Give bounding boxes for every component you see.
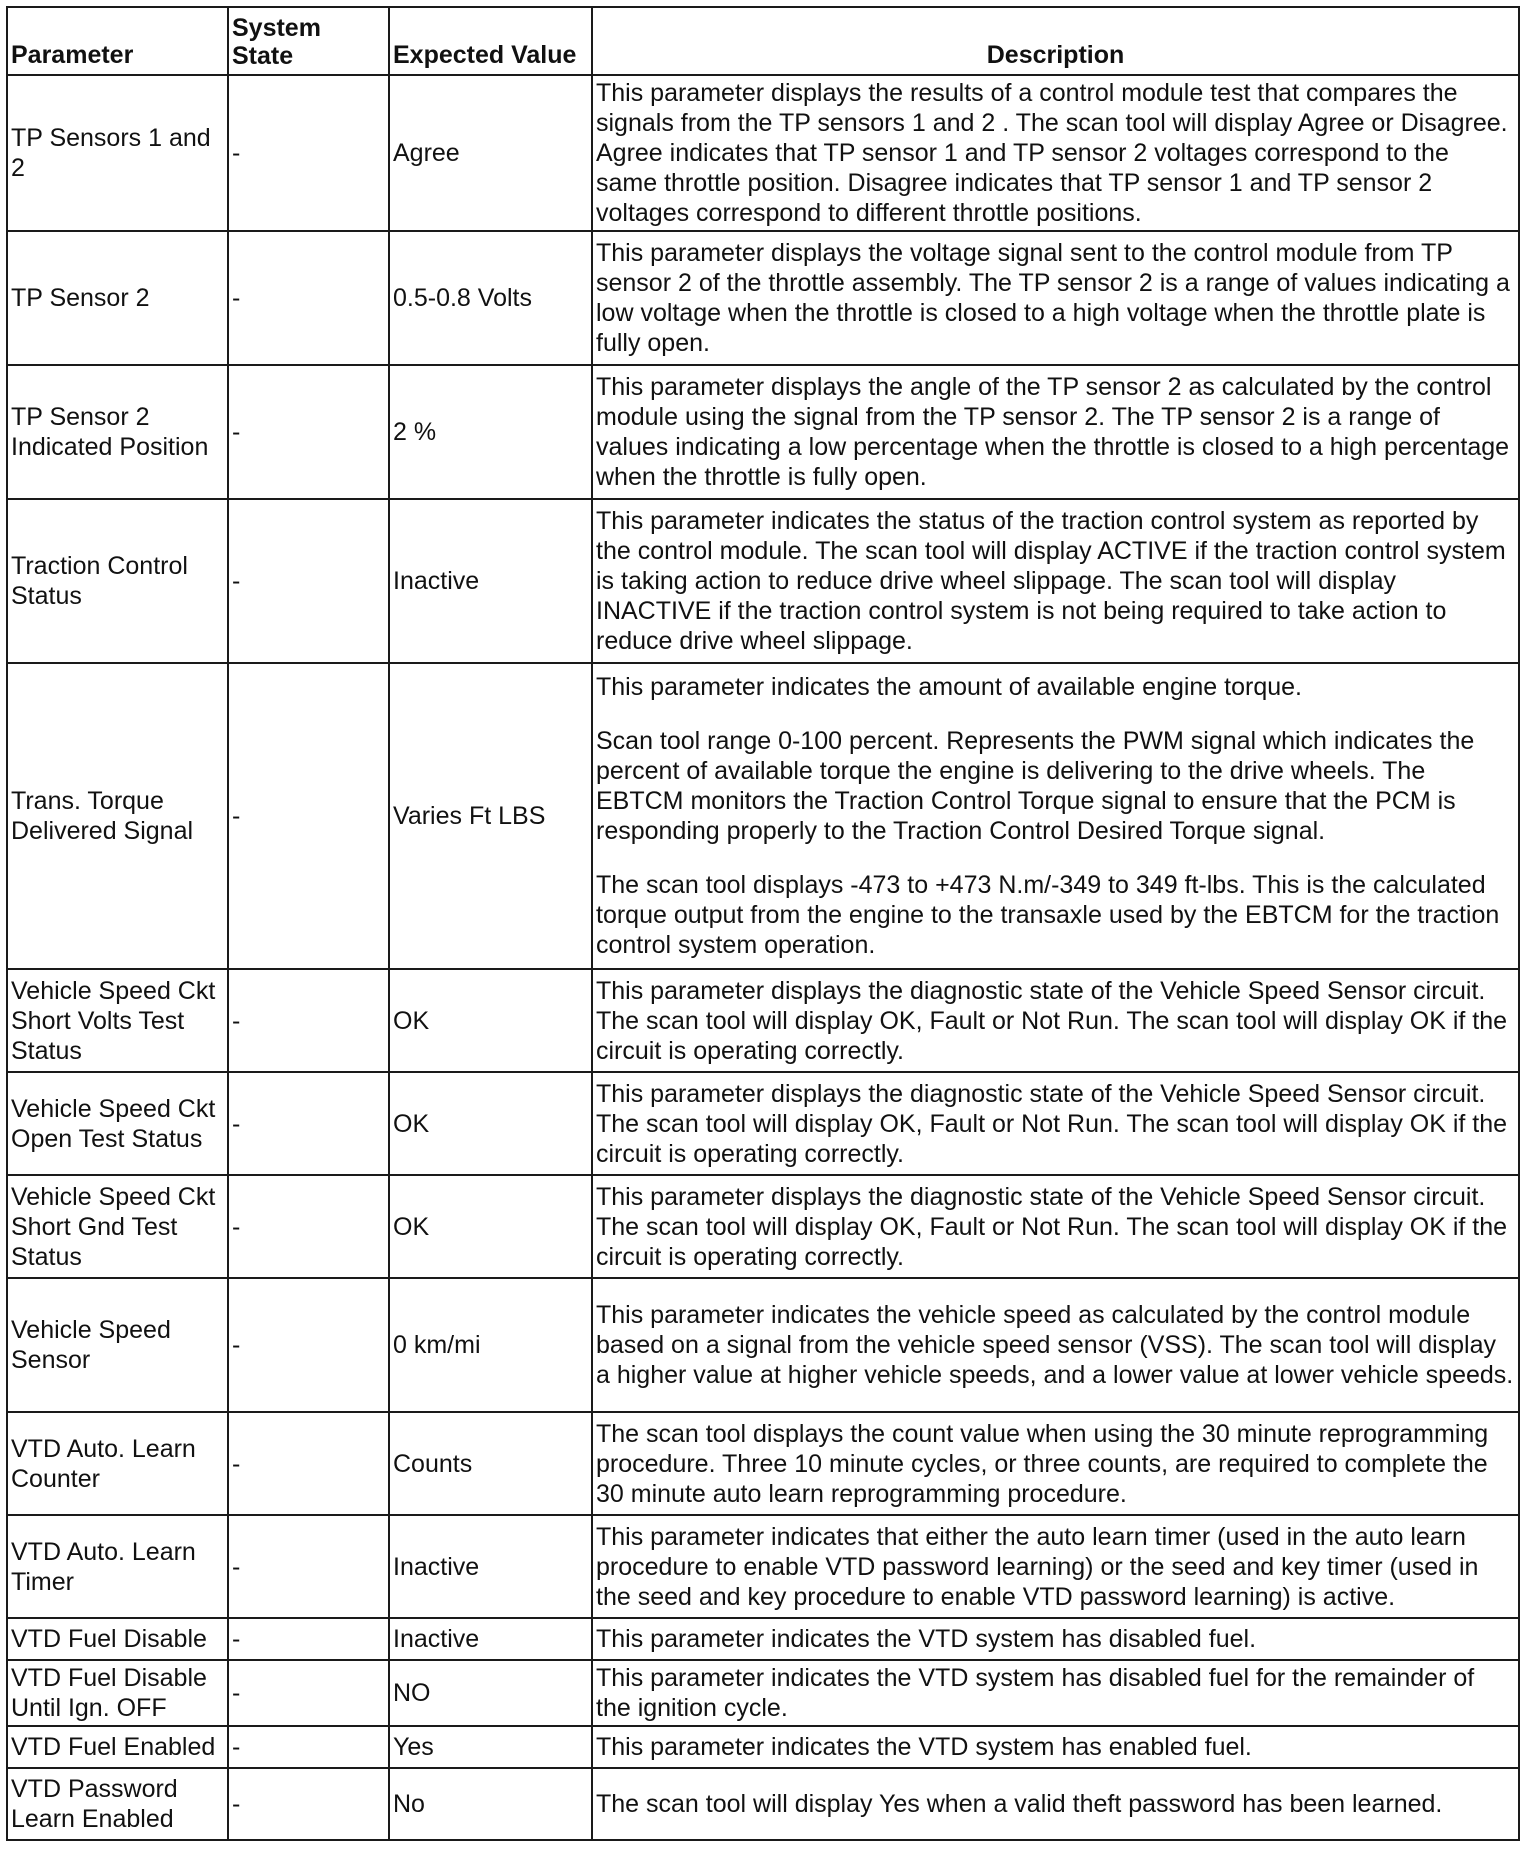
system-state-cell: -	[228, 231, 389, 365]
description-paragraph: This parameter displays the voltage signal sent to the control module from TP sensor 2 of the throttle assembly. The TP sensor 2 is a range of values indicating a low voltage when the throttle is closed to a high voltage when the throttle plate is fully open.	[596, 239, 1510, 357]
system-state-cell: -	[228, 75, 389, 231]
table-row	[7, 1278, 1519, 1412]
expected-value-cell: Counts	[389, 1412, 592, 1515]
description-paragraph: This parameter indicates that either the auto learn timer (used in the auto learn procedure to enable VTD password learning) or the seed and key timer (used in the seed and key procedure to enable VTD password learning) is active.	[596, 1522, 1479, 1611]
description-paragraph: This parameter indicates the VTD system has enabled fuel.	[596, 1733, 1252, 1761]
parameter-cell: TP Sensor 2 Indicated Position	[7, 365, 228, 499]
parameter-cell: VTD Fuel Disable Until Ign. OFF	[7, 1660, 228, 1726]
header-system-state: System State	[228, 7, 389, 75]
expected-value-cell: Yes	[389, 1726, 592, 1768]
description-cell	[592, 499, 1519, 663]
expected-value-cell: OK	[389, 1175, 592, 1278]
table-row	[7, 1660, 1519, 1726]
table-body	[7, 75, 1519, 1840]
expected-value-cell: Inactive	[389, 1618, 592, 1660]
parameter-cell: Trans. Torque Delivered Signal	[7, 663, 228, 969]
expected-value-cell: Varies Ft LBS	[389, 663, 592, 969]
description-paragraph: This parameter displays the diagnostic state of the Vehicle Speed Sensor circuit. The scan tool will display OK, Fault or Not Run. The scan tool will display OK if the circuit is operating correctly.	[596, 976, 1508, 1065]
system-state-cell: -	[228, 1515, 389, 1618]
expected-value-cell: OK	[389, 1072, 592, 1175]
expected-value-cell: OK	[389, 969, 592, 1072]
description-cell	[592, 1768, 1519, 1840]
description-cell	[592, 663, 1519, 969]
system-state-cell: -	[228, 1768, 389, 1840]
parameter-cell: VTD Auto. Learn Timer	[7, 1515, 228, 1618]
header-expected-value: Expected Value	[389, 7, 592, 75]
description-cell	[592, 1618, 1519, 1660]
description-paragraph: This parameter displays the angle of the TP sensor 2 as calculated by the control module using the signal from the TP sensor 2. The TP sensor 2 is a range of values indicating a low percentage when the throttle is closed to a high percentage when the throttle is fully open.	[596, 373, 1510, 491]
description-paragraph: This parameter indicates the amount of available engine torque.	[596, 673, 1302, 701]
description-cell	[592, 1278, 1519, 1412]
table-row	[7, 1412, 1519, 1515]
parameter-cell: VTD Fuel Enabled	[7, 1726, 228, 1768]
description-paragraph: This parameter indicates the VTD system has disabled fuel.	[596, 1625, 1257, 1653]
header-description: Description	[592, 7, 1519, 75]
system-state-cell: -	[228, 365, 389, 499]
description-cell	[592, 969, 1519, 1072]
table-row	[7, 969, 1519, 1072]
parameter-cell: Vehicle Speed Ckt Open Test Status	[7, 1072, 228, 1175]
system-state-cell: -	[228, 1278, 389, 1412]
system-state-cell: -	[228, 663, 389, 969]
table-row	[7, 663, 1519, 969]
table-row	[7, 1768, 1519, 1840]
parameter-cell: Vehicle Speed Ckt Short Volts Test Status	[7, 969, 228, 1072]
header-parameter: Parameter	[7, 7, 228, 75]
description-paragraph: The scan tool will display Yes when a valid theft password has been learned.	[596, 1790, 1443, 1818]
expected-value-cell: 2 %	[389, 365, 592, 499]
table-row	[7, 365, 1519, 499]
parameter-table	[6, 6, 1520, 1841]
table-row	[7, 75, 1519, 231]
system-state-cell: -	[228, 499, 389, 663]
description-paragraph: This parameter displays the diagnostic state of the Vehicle Speed Sensor circuit. The scan tool will display OK, Fault or Not Run. The scan tool will display OK if the circuit is operating correctly.	[596, 1079, 1508, 1168]
description-cell	[592, 1175, 1519, 1278]
parameter-cell: Vehicle Speed Sensor	[7, 1278, 228, 1412]
expected-value-cell: 0.5-0.8 Volts	[389, 231, 592, 365]
description-paragraph: The scan tool displays -473 to +473 N.m/-349 to 349 ft-lbs. This is the calculated torque output from the engine to the transaxle used by the EBTCM for the traction control system operation.	[596, 871, 1500, 959]
system-state-cell: -	[228, 1618, 389, 1660]
table-row	[7, 499, 1519, 663]
description-cell	[592, 1515, 1519, 1618]
expected-value-cell: NO	[389, 1660, 592, 1726]
system-state-cell: -	[228, 1412, 389, 1515]
parameter-cell: VTD Fuel Disable	[7, 1618, 228, 1660]
table-row	[7, 1515, 1519, 1618]
parameter-cell: TP Sensors 1 and 2	[7, 75, 228, 231]
expected-value-cell: Inactive	[389, 499, 592, 663]
table-row	[7, 1726, 1519, 1768]
header-row	[7, 7, 1519, 75]
description-paragraph: Scan tool range 0-100 percent. Represents the PWM signal which indicates the percent of available torque the engine is delivering to the drive wheels. The EBTCM monitors the Traction Control Torque signal to ensure that the PCM is responding properly to the Traction Control Desired Torque signal.	[596, 727, 1475, 845]
table-row	[7, 231, 1519, 365]
system-state-cell: -	[228, 1660, 389, 1726]
system-state-cell: -	[228, 1726, 389, 1768]
description-paragraph: The scan tool displays the count value when using the 30 minute reprogramming procedure. Three 10 minute cycles, or three counts, are required to complete the 30 minute auto learn reprogramming procedure.	[596, 1419, 1489, 1508]
description-cell	[592, 1660, 1519, 1726]
description-cell	[592, 365, 1519, 499]
parameter-cell: TP Sensor 2	[7, 231, 228, 365]
table-row	[7, 1072, 1519, 1175]
system-state-cell: -	[228, 1072, 389, 1175]
expected-value-cell: Inactive	[389, 1515, 592, 1618]
description-paragraph: This parameter displays the diagnostic state of the Vehicle Speed Sensor circuit. The scan tool will display OK, Fault or Not Run. The scan tool will display OK if the circuit is operating correctly.	[596, 1182, 1508, 1271]
description-paragraph: This parameter indicates the vehicle speed as calculated by the control module based on a signal from the vehicle speed sensor (VSS). The scan tool will display a higher value at higher vehicle speeds, and a lower value at lower vehicle speeds.	[596, 1301, 1514, 1389]
description-paragraph: This parameter indicates the VTD system has disabled fuel for the remainder of the ignition cycle.	[596, 1664, 1475, 1722]
parameter-cell: VTD Password Learn Enabled	[7, 1768, 228, 1840]
table-row	[7, 1618, 1519, 1660]
parameter-cell: Vehicle Speed Ckt Short Gnd Test Status	[7, 1175, 228, 1278]
description-paragraph: This parameter displays the results of a control module test that compares the signals from the TP sensors 1 and 2 . The scan tool will display Agree or Disagree. Agree indicates that TP sensor 1 and TP sensor 2 voltages correspond to the same throttle position. Disagree indicates that TP sensor 1 and TP sensor 2 voltages correspond to different throttle positions.	[596, 79, 1508, 227]
parameter-cell: VTD Auto. Learn Counter	[7, 1412, 228, 1515]
system-state-cell: -	[228, 969, 389, 1072]
description-cell	[592, 75, 1519, 231]
system-state-cell: -	[228, 1175, 389, 1278]
description-paragraph: This parameter indicates the status of the traction control system as reported by the control module. The scan tool will display ACTIVE if the traction control system is taking action to reduce drive wheel slippage. The scan tool will display INACTIVE if the traction control system is not being required to take action to reduce drive wheel slippage.	[596, 507, 1506, 655]
parameter-cell: Traction Control Status	[7, 499, 228, 663]
expected-value-cell: No	[389, 1768, 592, 1840]
expected-value-cell: Agree	[389, 75, 592, 231]
description-cell	[592, 1072, 1519, 1175]
description-cell	[592, 231, 1519, 365]
description-cell	[592, 1412, 1519, 1515]
expected-value-cell: 0 km/mi	[389, 1278, 592, 1412]
table-row	[7, 1175, 1519, 1278]
description-cell	[592, 1726, 1519, 1768]
